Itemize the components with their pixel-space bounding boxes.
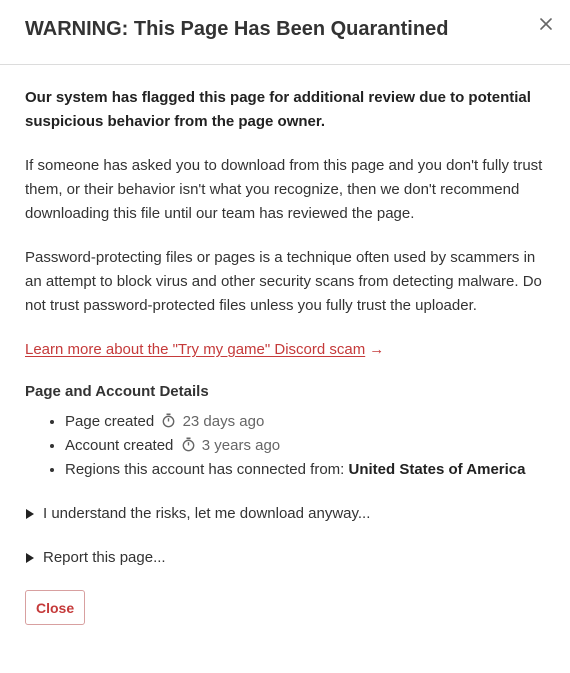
detail-account-created <box>65 434 545 458</box>
stopwatch-icon <box>162 413 175 428</box>
account-created-value: 3 years ago <box>201 437 281 454</box>
page-created-label: Page created <box>65 413 155 430</box>
details-heading: Page and Account Details <box>25 383 209 400</box>
stopwatch-icon <box>182 437 195 452</box>
disclosure-triangle-icon <box>26 553 34 563</box>
understand-risks-toggle[interactable] <box>25 502 545 526</box>
details-list <box>25 410 545 482</box>
regions-label: Regions this account has connected from: <box>65 461 345 478</box>
lead-warning: Our system has flagged this page for additional review due to potential suspicious behavior from the page owner. <box>25 89 531 130</box>
close-icon-button[interactable] <box>535 13 557 35</box>
account-created-label: Account created <box>65 437 174 454</box>
regions-value: United States of America <box>348 461 526 478</box>
disclosure-triangle-icon <box>26 509 34 519</box>
dialog-header <box>0 0 570 65</box>
learn-more-link[interactable] <box>25 338 384 362</box>
password-warning: Password-protecting files or pages is a technique often used by scammers in an attempt to block virus and other security scans from detecting malware. Do not trust password-protected files unless you fully trust the uploader. <box>25 249 542 314</box>
dialog-title: WARNING: This Page Has Been Quarantined <box>25 18 449 40</box>
close-button[interactable]: Close <box>25 590 85 625</box>
detail-regions <box>65 458 545 482</box>
close-icon <box>535 13 557 35</box>
detail-page-created <box>65 410 545 434</box>
report-page-label: Report this page... <box>43 549 166 566</box>
arrow-right-icon: → <box>369 341 385 358</box>
report-page-toggle[interactable] <box>25 546 545 570</box>
page-created-value: 23 days ago <box>182 413 265 430</box>
dialog-content <box>25 86 545 625</box>
understand-risks-label: I understand the risks, let me download anyway... <box>43 505 371 522</box>
download-advice: If someone has asked you to download from this page and you don't fully trust them, or their behavior isn't what you recognize, then we don't recommend downloading this file until our team has reviewed the page. <box>25 157 543 222</box>
learn-more-text: Learn more about the "Try my game" Discord scam <box>25 341 366 358</box>
